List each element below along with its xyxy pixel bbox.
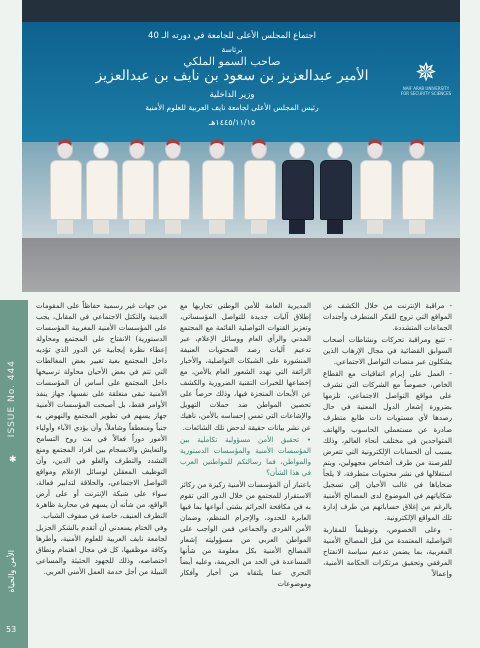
paragraph: من جهات غير رسمية حفاظاً على المقومات الدينية والتكتل الاجتماعي في المقابل، يجب على المؤسسات الأمنية المغربية المؤسسات الدستورية) الانفتاح على المجتمع ومحاولة إعطاء نظرة إيجابية عن الدور الذي تؤديه داخل المجتمع بغية تغيير بعض المغالطات التي تتم في بعض الأحيان محاولة ترسيخها داخل المجتمع على أساس أن المؤسسات الأمنية تبقى منغلقة على نفسها، جهاز ينفذ الأوامر فقط، بل أصبحت المؤسسات الأمنية جهاز يسهم في تطوير المجتمع والنهوض به جنباً ومنعطفاً وشاملاً، وأن يؤدي الآباء وأولياء الأمور دوراً فعالاً في بث روح التسامح والتعايش والانسجام بين أفراد المجتمع ومنع التشدد والتطرف والغلو في الدين، وأن التوظيف المعقلن لوسائل الإعلام ومواقع التواصل الاجتماعي، والحلاقة لتدابير فعالة، سواء على شبكة الإنترنت أو على أرض الواقع، من شأنه أن يسهم في محاربة ظاهرة التطرف العنيف، خاصة في صفوف الشباب. [36,301,167,520]
event-photo [22,0,460,292]
attendee-figure [244,139,274,234]
attendee-figure [202,139,232,234]
article-column-middle [180,300,311,640]
interview-question: • تحقيق الأمن مسؤولية تكاملية بين المؤسسات الأمنية والمؤسسات الدستورية والمواطن، فما رسالتكم للمواطنين العرب في هذا الشأن؟ [180,434,311,477]
paragraph: المديرية العامة للأمن الوطني تجاربها مع إطلاق آليات جديدة للتواصل المؤسساتي، وتعزيز القنوات التواصلية القائمة مع المجتمع المدني والرأي العام ووسائل الإعلام، عبر تدعيم آليات رصد المحتويات العنيفة المنشورة على الشبكات التواصلية، والأخبار الزائفة التي تهدد الشعور العام بالأمن، مع إخضاعها للخبرات التقنية الضرورية والكشف عن الأبحاث المنجزة فيها، وذلك حرصاً على تحصين المواطن ضد حملات التهويل والإشاعات التي تمس إحساسه بالأمن، ناهيك عن نشر بيانات حقيقة لدحض تلك الشائعات. [180,301,311,432]
banner-name: الأمير عبدالعزيز بن سعود بن نايف بن عبدالعزيز [95,68,369,84]
ornament-icon: ✱ [9,455,17,465]
article-column-right [323,300,452,640]
attendee-figure [402,139,432,234]
star-emblem-icon: ✵ [415,58,437,88]
banner-position-detail: رئيس المجلس الأعلى لجامعة نايف العربية للعلوم الأمنية [145,103,319,112]
paragraph: - وعلى الخصوص، وتوظيفاً للمقاربة التواصلية المعتمدة من قبل المصالح الأمنية المغربية، بما يضمن تدعيم سياسة الانفتاح المرفقي وتحقيق مرتكزات الحكامة الأمنية، وإعمالاً [323,524,452,579]
paragraph: باعتبار أن المؤسسات الأمنية ركيزة من ركائز الاستقرار للمجتمع من خلال الدور التي تقوم به في مكافحة الجرائم بشتى أنواعها بما فيها العابرة للحدود، والإجرام المنظم، وضمان الأمن الفردي والجماعي فمن الواجب على المواطن العربي من مسؤوليته إشعار المصالح الأمنية بكل معلومة من شأنها المساعدة في الحد من الجريمة، وعليه أيضاً التحري عما يلتقاه من أخبار وأفكار وموضوعات [180,479,311,589]
paragraph: وفي الختام يسعدني أن أتقدم بالشكر الجزيل لجامعة نايف العربية للعلوم الأمنية، وأطرها وكافة موظفيها، كل في مجال اهتمام ونطاق اختصاصه، وذلك للجهود الحثيثة والمساعي النبيلة من أجل خدمة العمل الأمني العربي. [36,522,167,577]
attendee-figure [122,139,152,234]
attendee-figure [86,142,116,234]
banner-subtitle: برئاسة [221,45,243,54]
paragraph: - العمل على إبرام اتفاقيات مع القطاع الخاص، خصوصاً مع الشركات التي تشرف على مواقع التواصل الاجتماعي، تلزمها بضرورة إشعار الدول المعنية في حال رصدها لأي مستويات ذات طابع متطرف صادرة عن مستعملي الحاسوب والهاتف المتواجدين في مختلف أنحاء العالم، وذلك بسبب أن الحسابات الإلكترونية التي تتعرض للقرصنة من طرف أشخاص مجهولين، ويتم استغلالها في نشر محتويات متطرفة، لا يلجأ ضحاياها في غالب الأحيان إلى تسجيل شكاياتهم في الموضوع لدى المصالح الأمنية بالرغم من إغلاق حساباتهم من طرف إدارة تلك المواقع الإلكترونية. [323,369,452,522]
banner-honorific: صاحب السمو الملكي [183,55,281,68]
attendee-figure [50,139,80,234]
banner-position: وزير الداخلية [209,90,255,100]
stage-floor [22,238,460,292]
attendee-figure [158,139,188,234]
banner-title: اجتماع المجلس الأعلى للجامعة في دورته الـ 40 [148,31,316,41]
photo-top-band [22,0,460,22]
magazine-name: الأمن والحياة [7,550,16,593]
page-number: 53 [6,625,17,634]
attendee-figure [360,139,390,234]
paragraph: - مراقبة الإنترنت من خلال الكشف عن المواقع التي تروج للفكر المتطرف وأجندات الجماعات المتشددة. [323,301,452,333]
banner-date: ١٤٤٥/١١/١٥هـ [208,118,256,127]
university-logo [400,60,452,96]
event-banner [22,22,460,142]
paragraph: - تتبع ومراقبة تحركات ونشاطات أصحاب السوابق القضائية في مجال الإرهاب الذين يشكلون عبر منصات التواصل الاجتماعي. [323,335,452,367]
issue-number: ISSUE No. 444 [7,360,17,438]
article-column-left [36,300,167,640]
attendee-figure [320,142,350,234]
side-strip [0,300,28,648]
logo-text: NAIF ARAB UNIVERSITY FOR SECURITY SCIENCES [400,86,452,96]
attendee-figure [282,142,312,234]
